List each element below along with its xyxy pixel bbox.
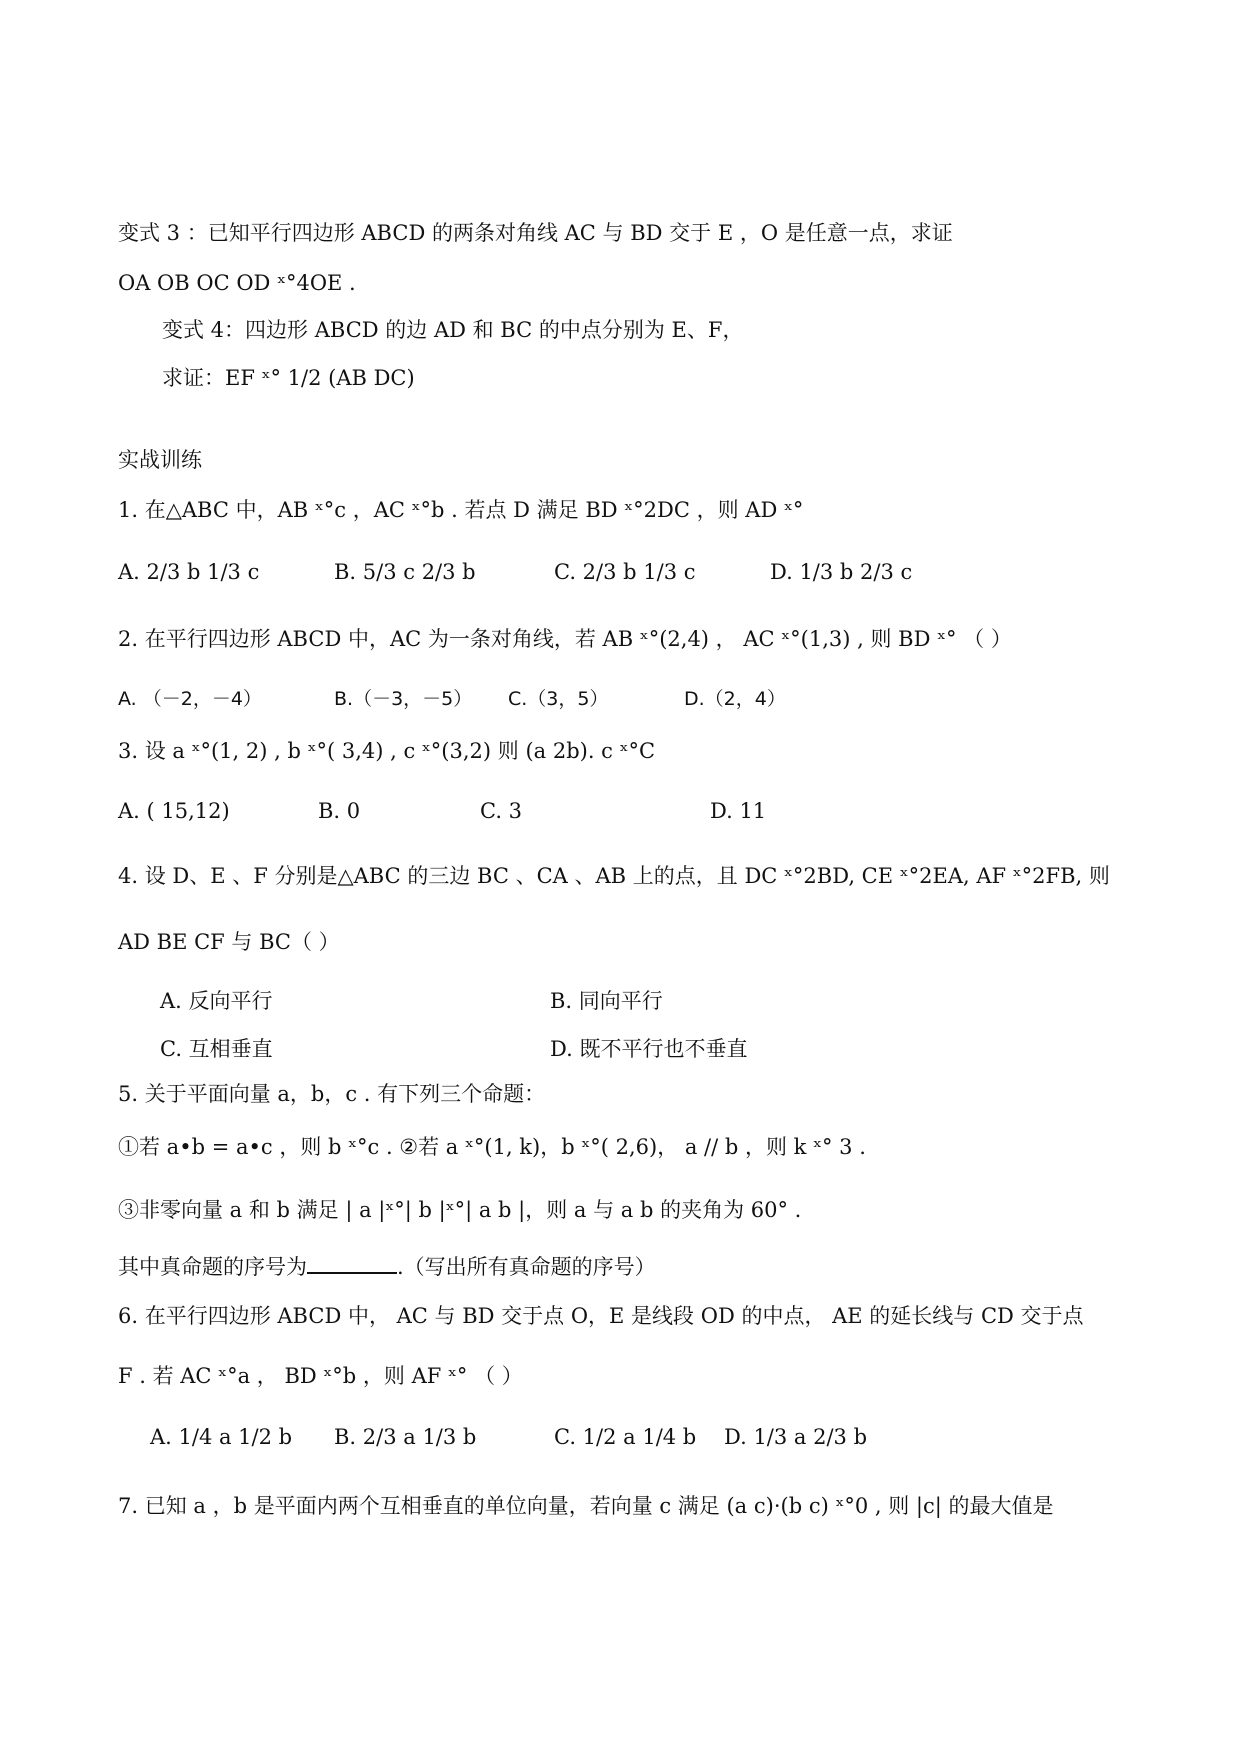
q4-option-a: A. 反向平行 [160,989,273,1013]
q4-stem: 4. 设 D、E 、F 分别是△ABC 的三边 BC 、CA 、AB 上的点，且 DC ˣ°2BD, CE ˣ°2EA, AF ˣ°2FB, 则 [118,864,1110,888]
q4-stem2: AD BE CF 与 BC（ ） [118,930,340,954]
variant4-line2: 求证：EF ˣ° 1/2 (AB DC) [162,366,415,390]
q1-option-a: A. 2/3 b 1/3 c [118,560,260,584]
q6-option-a: A. 1/4 a 1/2 b [150,1425,293,1449]
variant4-line1: 变式 4：四边形 ABCD 的边 AD 和 BC 的中点分别为 E、F， [162,318,744,342]
q5-answer-line [118,1254,656,1280]
q5-answer-note: .（写出所有真命题的序号） [397,1255,656,1279]
q3-stem: 3. 设 a ˣ°(1, 2) , b ˣ°( 3,4) , c ˣ°(3,2) 则 (a 2b). c ˣ°C [118,739,656,763]
q1-option-d: D. 1/3 b 2/3 c [770,560,913,584]
q5-stem: 5. 关于平面向量 a，b，c . 有下列三个命题： [118,1082,546,1106]
q1-stem: 1. 在△ABC 中，AB ˣ°c ，AC ˣ°b . 若点 D 满足 BD ˣ°2DC ，则 AD ˣ° [118,498,804,522]
q3-option-d: D. 11 [710,799,767,823]
q1-option-b: B. 5/3 c 2/3 b [334,560,476,584]
q4-option-d: D. 既不平行也不垂直 [550,1037,748,1061]
q4-option-b: B. 同向平行 [550,989,663,1013]
variant3-line2: OA OB OC OD ˣ°4OE . [118,271,356,295]
q3-option-c: C. 3 [480,799,523,823]
q4-option-c: C. 互相垂直 [160,1037,273,1061]
q7-stem: 7. 已知 a ，b 是平面内两个互相垂直的单位向量，若向量 c 满足 (a c)·(b c) ˣ°0 , 则 |c| 的最大值是 [118,1494,1054,1518]
q5-answer-prompt: 其中真命题的序号为 [118,1255,307,1279]
variant3-line1: 变式 3 ：已知平行四边形 ABCD 的两条对角线 AC 与 BD 交于 E ，O 是任意一点，求证 [118,221,953,245]
q3-option-a: A. ( 15,12) [118,799,230,823]
q5-statement-3: ③非零向量 a 和 b 满足 | a |ˣ°| b |ˣ°| a b |，则 a 与 a b 的夹角为 60° . [118,1198,802,1222]
q2-option-c: C.（3，5） [508,688,609,710]
q2-option-d: D.（2，4） [684,688,786,710]
q6-option-b: B. 2/3 a 1/3 b [334,1425,477,1449]
q5-statement-1-2: ①若 a•b = a•c ，则 b ˣ°c . ②若 a ˣ°(1, k)，b ˣ°( 2,6)， a // b ，则 k ˣ° 3 . [118,1135,866,1159]
q2-option-b: B.（－3，－5） [334,688,473,710]
q3-option-b: B. 0 [318,799,361,823]
q6-option-d: D. 1/3 a 2/3 b [724,1425,868,1449]
q2-option-a: A. （－2，－4） [118,688,262,710]
q6-stem: 6. 在平行四边形 ABCD 中， AC 与 BD 交于点 O，E 是线段 OD 的中点， AE 的延长线与 CD 交于点 [118,1304,1084,1328]
q2-stem: 2. 在平行四边形 ABCD 中，AC 为一条对角线，若 AB ˣ°(2,4) ， AC ˣ°(1,3) , 则 BD ˣ° （ ） [118,627,1012,651]
section-title: 实战训练 [118,448,202,472]
q5-answer-blank[interactable] [307,1254,397,1274]
q1-option-c: C. 2/3 b 1/3 c [554,560,696,584]
q6-option-c: C. 1/2 a 1/4 b [554,1425,697,1449]
q6-stem2: F . 若 AC ˣ°a ， BD ˣ°b ，则 AF ˣ° （ ） [118,1364,523,1388]
q4-options [160,985,860,1065]
